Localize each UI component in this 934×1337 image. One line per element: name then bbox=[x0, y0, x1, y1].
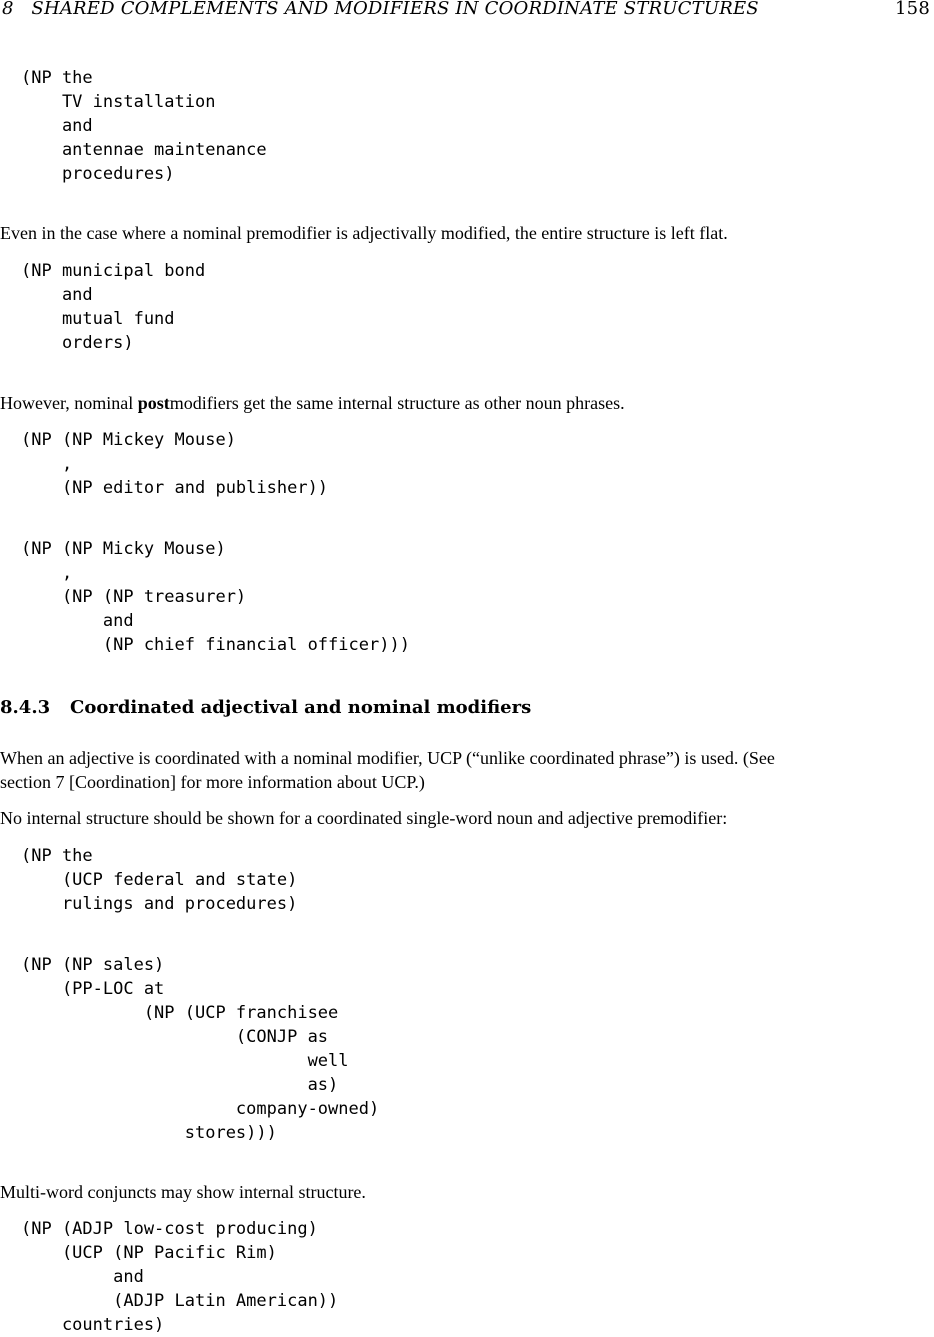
paragraph-adjectival-modification: Even in the case where a nominal premodifier is adjectivally modified, the entire structure is left flat. bbox=[0, 223, 728, 243]
running-header-title: 8 SHARED COMPLEMENTS AND MODIFIERS IN COORDINATE STRUCTURES bbox=[2, 0, 759, 19]
code-example-low-cost: (NP (ADJP low-cost producing) (UCP (NP Pacific Rim) and (ADJP Latin American)) countries) bbox=[21, 1219, 339, 1335]
code-example-mickey-mouse: (NP (NP Mickey Mouse) , (NP editor and publisher)) bbox=[21, 430, 329, 498]
code-example-micky-mouse: (NP (NP Micky Mouse) , (NP (NP treasurer) and (NP chief financial officer))) bbox=[21, 539, 410, 655]
section-title: Coordinated adjectival and nominal modifiers bbox=[70, 697, 532, 718]
code-example-municipal-bond: (NP municipal bond and mutual fund orders) bbox=[21, 261, 206, 353]
paragraph-ucp-line1: When an adjective is coordinated with a nominal modifier, UCP (“unlike coordinated phrase”) is used. (See bbox=[0, 748, 775, 768]
code-example-tv-installation: (NP the TV installation and antennae maintenance procedures) bbox=[21, 68, 267, 184]
code-example-federal-state: (NP the (UCP federal and state) rulings and procedures) bbox=[21, 846, 298, 914]
section-heading bbox=[0, 697, 531, 718]
page-number: 158 bbox=[895, 0, 930, 19]
emphasis-post: post bbox=[137, 393, 170, 413]
paragraph-postmodifiers bbox=[0, 393, 625, 414]
section-number: 8.4.3 bbox=[0, 697, 51, 718]
paragraph-text-after: modifiers get the same internal structure as other noun phrases. bbox=[169, 393, 625, 413]
paragraph-ucp-line2: section 7 [Coordination] for more information about UCP.) bbox=[0, 772, 425, 792]
paragraph-no-internal-structure: No internal structure should be shown for a coordinated single-word noun and adjective premodifier: bbox=[0, 808, 728, 828]
code-example-sales-franchisee: (NP (NP sales) (PP-LOC at (NP (UCP franchisee (CONJP as well as) company-owned) stores))) bbox=[21, 955, 380, 1143]
paragraph-multi-word-conjuncts: Multi-word conjuncts may show internal structure. bbox=[0, 1182, 366, 1202]
paragraph-text-before: However, nominal bbox=[0, 393, 138, 413]
